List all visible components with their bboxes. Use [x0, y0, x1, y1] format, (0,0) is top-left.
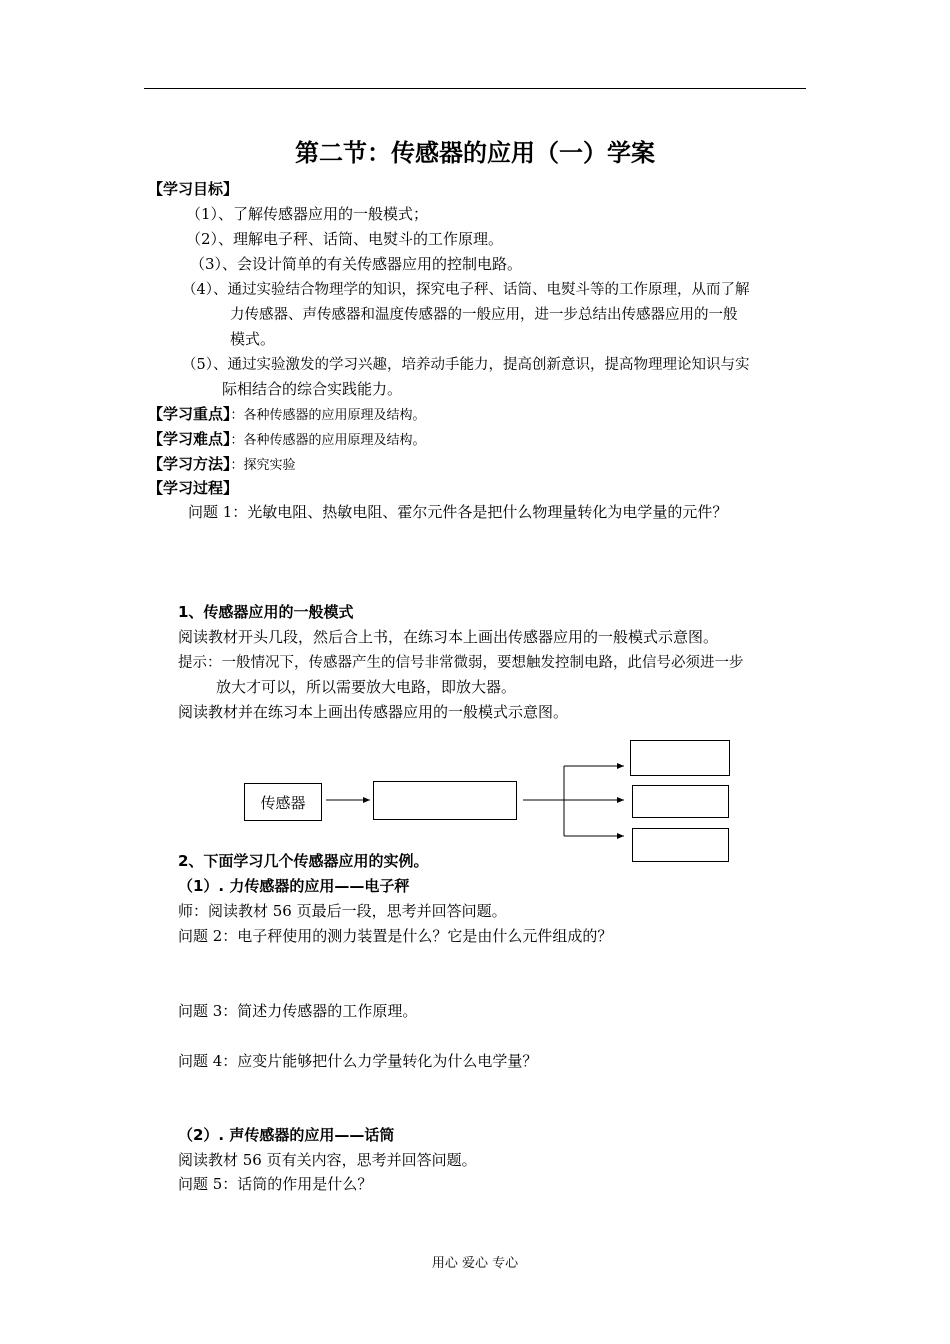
objective-item: 模式。: [230, 330, 276, 348]
key-points-heading: 【学习重点】: [148, 405, 231, 423]
objective-item: （2）、理解电子秤、话筒、电熨斗的工作原理。: [186, 230, 504, 248]
section2-sub1-teacher: 师：阅读教材 56 页最后一段，思考并回答问题。: [178, 902, 507, 920]
question-1: 问题 1：光敏电阻、热敏电阻、霍尔元件各是把什么物理量转化为电学量的元件？: [188, 503, 728, 521]
section2-sub1-heading: （1）. 力传感器的应用——电子秤: [178, 877, 410, 895]
question-2: 问题 2：电子秤使用的测力装置是什么？它是由什么元件组成的？: [178, 927, 613, 945]
objective-item: （5）、通过实验激发的学习兴趣，培养动手能力，提高创新意识，提高物理理论知识与实: [182, 357, 750, 373]
section2-sub2-read: 阅读教材 56 页有关内容，思考并回答问题。: [178, 1151, 477, 1169]
objective-item: 力传感器、声传感器和温度传感器的一般应用，进一步总结出传感器应用的一般: [230, 307, 738, 323]
page-footer: 用心 爱心 专心: [431, 1256, 519, 1271]
question-4: 问题 4：应变片能够把什么力学量转化为什么电学量？: [178, 1052, 538, 1070]
section2-heading: 2、下面学习几个传感器应用的实例。: [178, 852, 429, 870]
objective-item: 际相结合的综合实践能力。: [222, 380, 403, 398]
key-points-text: ：各种传感器的应用原理及结构。: [230, 408, 426, 423]
method-text: ：探究实验: [230, 458, 296, 473]
section2-sub2-heading: （2）. 声传感器的应用——话筒: [178, 1126, 395, 1144]
difficulties-heading: 【学习难点】: [148, 430, 231, 448]
section1-heading: 1、传感器应用的一般模式: [178, 603, 354, 621]
section1-hint-line1: 提示：一般情况下，传感器产生的信号非常微弱，要想触发控制电路，此信号必须进一步: [178, 655, 744, 671]
question-5: 问题 5：话筒的作用是什么？: [178, 1175, 373, 1193]
objective-item: （4）、通过实验结合物理学的知识，探究电子秤、话筒、电熨斗等的工作原理，从而了解: [182, 282, 750, 298]
section1-hint-line2: 放大才可以，所以需要放大电路，即放大器。: [216, 678, 517, 696]
process-heading: 【学习过程】: [148, 479, 239, 497]
section1-line2: 阅读教材并在练习本上画出传感器应用的一般模式示意图。: [178, 703, 569, 721]
difficulties-text: ：各种传感器的应用原理及结构。: [230, 433, 426, 448]
objective-item: （1）、了解传感器应用的一般模式；: [186, 205, 429, 223]
objective-item: （3）、会设计简单的有关传感器应用的控制电路。: [190, 255, 523, 273]
question-3: 问题 3：简述力传感器的工作原理。: [178, 1002, 418, 1020]
diagram-sensor-label: 传感器: [260, 793, 306, 812]
page-title: 第二节：传感器的应用（一）学案: [295, 139, 655, 167]
objectives-heading: 【学习目标】: [148, 180, 239, 198]
method-heading: 【学习方法】: [148, 455, 231, 473]
section1-line1: 阅读教材开头几段，然后合上书，在练习本上画出传感器应用的一般模式示意图。: [178, 628, 719, 646]
